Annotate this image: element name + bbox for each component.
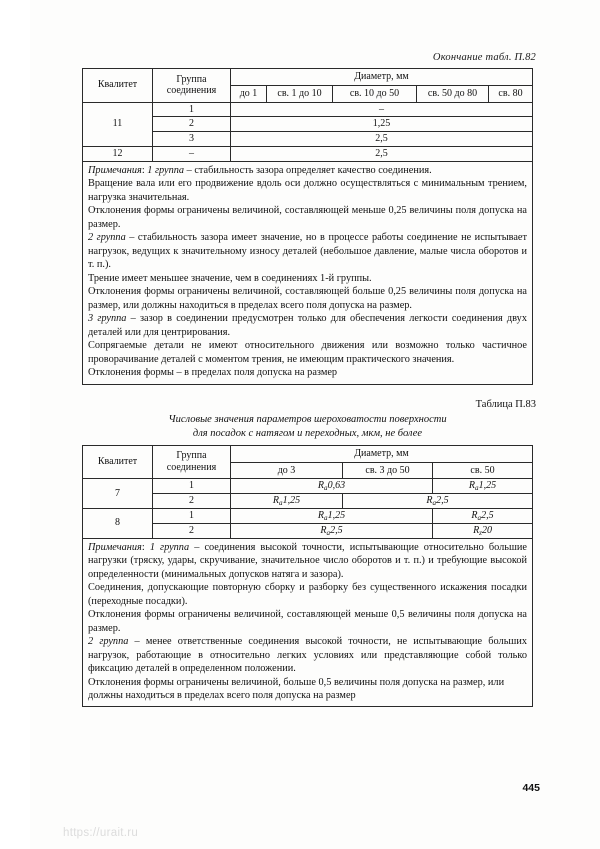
roughness-value: $R_a2,5$ [471,510,494,523]
table-82-header-diameter: Диаметр, мм [231,69,533,86]
page-number: 445 [522,782,540,794]
table-83-title [75,413,540,441]
note-paragraph: Примечания: 1 группа – стабильность зазора определяет качество соединения. [88,164,432,176]
note-paragraph: Отклонения формы ограничены величиной, составляющей меньше 0,5 величины поля допуска на размер. [88,609,527,634]
table-83-header-row-1 [83,445,533,462]
table-83-value-cell [433,479,533,494]
table-83-value-cell [433,509,533,524]
table-82-notes-row [83,161,533,384]
table-82-header-group: Группа соединения [153,69,231,103]
roughness-value: $R_a2,5$ [426,495,449,508]
note-paragraph: Отклонения формы ограничены величиной, больше 0,5 величины поля допуска на размер, или должны находиться в пределах всего поля допуска на размер [88,676,505,701]
table-83-value-cell [433,523,533,538]
note-paragraph: Отклонения формы ограничены величиной, составляющей меньше 0,25 величины поля допуска на размер. [88,205,527,230]
note-paragraph: Отклонения формы ограничены величиной, составляющей больше 0,25 величины поля допуска на размер, или должны находиться в пределах всего поля допуска на размер. [88,286,527,311]
table-83-group-cell: 1 [153,509,231,524]
table-83-group-cell: 2 [153,523,231,538]
table-83-group-cell: 2 [153,494,231,509]
table-83-header-diameter: Диаметр, мм [231,445,533,462]
document-page [30,0,600,849]
table-row [83,102,533,117]
table-83-value-cell [343,494,533,509]
roughness-value: $R_a0,63$ [317,480,346,493]
table-82-header-kvalitet: Квалитет [83,69,153,103]
note-paragraph: Отклонения формы – в пределах поля допуска на размер [88,367,338,379]
page-content [75,52,540,707]
note-paragraph: Соединения, допускающие повторную сборку и разборку без существенного искажения посадки (переходные посадки). [88,582,527,607]
table-83-header-group: Группа соединения [153,445,231,479]
table-row [83,509,533,524]
table-82-header-col-1: св. 1 до 10 [267,85,333,102]
table-83-kvalitet-8: 8 [83,509,153,539]
table-row [83,479,533,494]
table-82-value-cell: 2,5 [231,146,533,161]
table-83-group-cell: 1 [153,479,231,494]
table-82 [82,68,533,385]
table-82-group-cell: 1 [153,102,231,117]
table-82-header-col-3: св. 50 до 80 [417,85,489,102]
table-82-group-cell: 2 [153,117,231,132]
note-paragraph: Сопрягаемые детали не имеют относительного движения или возможно только частичное проворачивание деталей с моментом трения, не имеющим практического значения. [88,340,527,365]
note-paragraph: 2 группа – менее ответственные соединения высокой точности, не испытывающие больших нагрузок, работающие в относительно легких условиях или представляющие собой только фиксацию деталей в определенном положении. [88,636,527,675]
roughness-value: $R_a2,5$ [320,524,343,537]
table-83-notes [83,538,533,707]
table-82-kvalitet-11: 11 [83,102,153,146]
watermark-url: https://urait.ru [63,827,139,839]
table-83-kvalitet-7: 7 [83,479,153,509]
note-paragraph: 3 группа – зазор в соединении предусмотрен только для обеспечения легкости соединения двух деталей или для центрирования. [88,313,527,338]
table-83-header-kvalitet: Квалитет [83,445,153,479]
table-83-header-col-0: до 3 [231,462,343,479]
note-paragraph: 2 группа – стабильность зазора имеет значение, но в процессе работы соединение не испытывает нагрузок, ведущих к значительному износу деталей (небольшое давление, малые числа оборотов и т. п.). [88,232,527,271]
roughness-value: $R_z20$ [473,524,492,537]
table-82-group-cell: – [153,146,231,161]
table-row [83,146,533,161]
table-82-header-row-1 [83,69,533,86]
table-82-value-cell: – [231,102,533,117]
table-83-header-col-2: св. 50 [433,462,533,479]
table-83-title-line-1: Числовые значения параметров шероховатости поверхности [168,413,447,425]
table-82-notes [83,161,533,384]
table-83-value-cell [231,479,433,494]
table-82-header-col-4: св. 80 [489,85,533,102]
roughness-value: $R_a1,25$ [317,510,346,523]
table-83-value-cell [231,509,433,524]
table-83 [82,445,533,708]
roughness-value: $R_a1,25$ [272,495,301,508]
table-82-value-cell: 2,5 [231,132,533,147]
table-83-notes-row [83,538,533,707]
note-paragraph: Трение имеет меньшее значение, чем в соединениях 1-й группы. [88,272,372,284]
table-82-header-col-0: до 1 [231,85,267,102]
table-82-kvalitet-12: 12 [83,146,153,161]
table-83-header-col-1: св. 3 до 50 [343,462,433,479]
note-paragraph: Вращение вала или его продвижение вдоль оси должно осуществляться с минимальным трением, нагрузка значительная. [88,178,527,203]
table-83-number-label: Таблица П.83 [475,398,536,410]
table-83-value-cell [231,494,343,509]
table-83-title-line-2: для посадок с натягом и переходных, мкм, не более [192,427,423,439]
roughness-value: $R_a1,25$ [468,480,497,493]
note-paragraph: Примечания: 1 группа – соединения высокой точности, испытывающие относительно большие нагрузки (тряску, удары, скручивание, значительное число оборотов и т. п.) и требующие высокой определенности (минимальных допусков натяга и зазора). [88,541,528,580]
table-83-value-cell [231,523,433,538]
table-82-value-cell: 1,25 [231,117,533,132]
table-82-group-cell: 3 [153,132,231,147]
table-82-continuation-label: Окончание табл. П.82 [432,52,536,63]
table-82-header-col-2: св. 10 до 50 [333,85,417,102]
